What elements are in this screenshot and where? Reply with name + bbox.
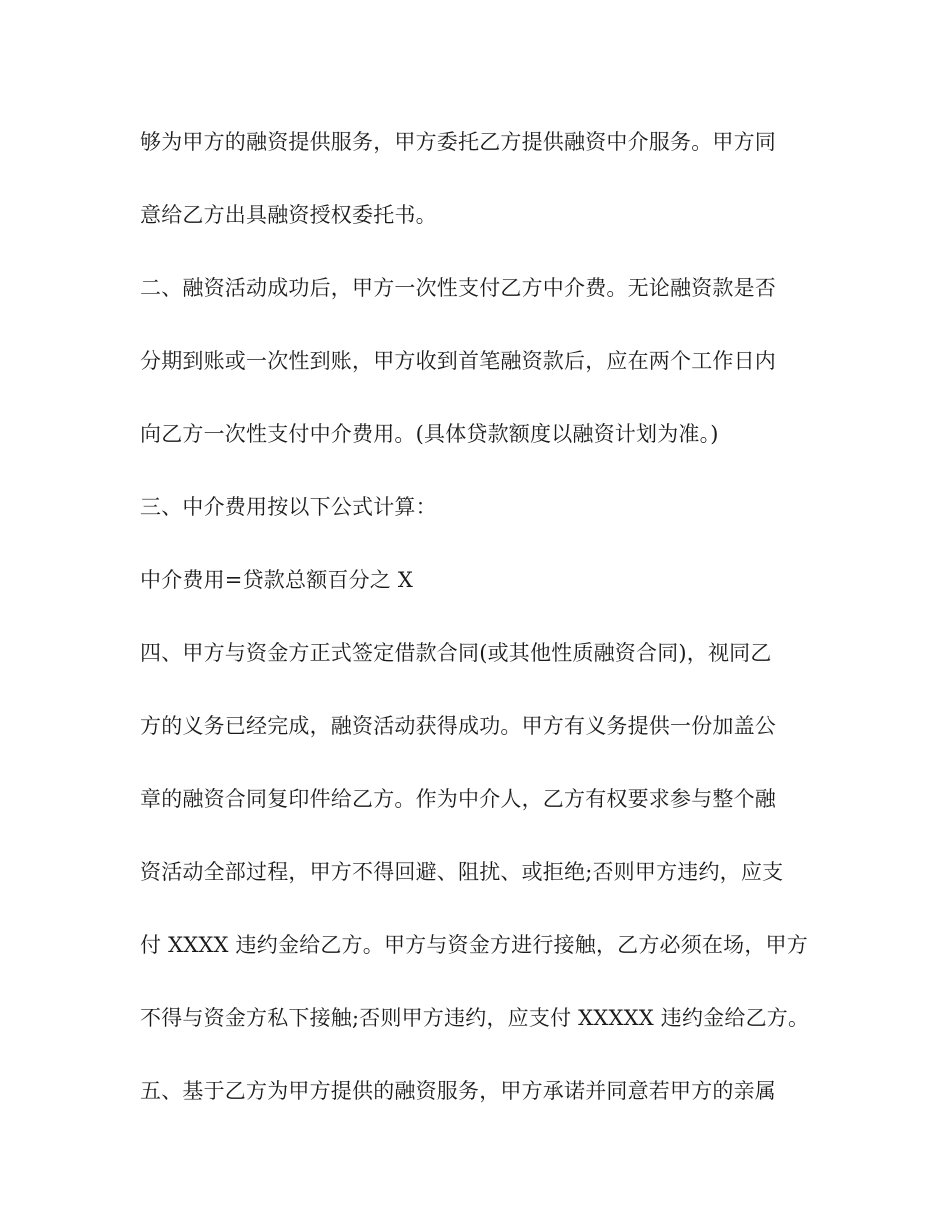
text-line: 三、中介费用按以下公式计算： [140, 495, 437, 519]
text-line: 够为甲方的融资提供服务，甲方委托乙方提供融资中介服务。甲方同 [140, 130, 776, 154]
text-line: 二、融资活动成功后，甲方一次性支付乙方中介费。无论融资款是否 [140, 276, 776, 300]
text-line: 不得与资金方私下接触;否则甲方违约，应支付 XXXXX 违约金给乙方。 [140, 1006, 810, 1030]
text-line: 付 XXXX 违约金给乙方。甲方与资金方进行接触，乙方必须在场，甲方 [140, 933, 808, 957]
text-line: 章的融资合同复印件给乙方。作为中介人，乙方有权要求参与整个融 [140, 787, 776, 811]
text-line: 意给乙方出具融资授权委托书。 [140, 203, 437, 227]
text-line: 向乙方一次性支付中介费用。(具体贷款额度以融资计划为准。) [140, 422, 719, 446]
text-line: 四、甲方与资金方正式签定借款合同(或其他性质融资合同)，视同乙 [140, 641, 772, 665]
text-line: 资活动全部过程，甲方不得回避、阻扰、或拒绝;否则甲方违约，应支 [140, 860, 784, 884]
text-line: 中介费用=贷款总额百分之 X [140, 568, 414, 592]
text-line: 方的义务已经完成，融资活动获得成功。甲方有义务提供一份加盖公 [140, 714, 776, 738]
text-line: 分期到账或一次性到账，甲方收到首笔融资款后，应在两个工作日内 [140, 349, 776, 373]
text-line: 五、基于乙方为甲方提供的融资服务，甲方承诺并同意若甲方的亲属 [140, 1079, 776, 1103]
